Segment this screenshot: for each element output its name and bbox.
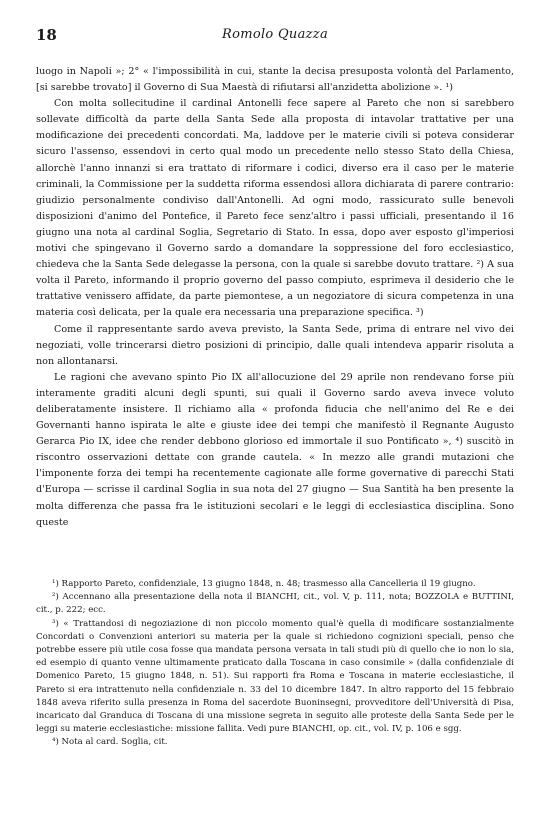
- paragraph: luogo in Napoli »; 2° « l'impossibilità in cui, stante la decisa presuposta volontà del Parlamento, [si sarebbe trovato] il Governo di Sua Maestà di rifiutarsi all'anzidetta abolizione ». ¹): [36, 66, 514, 94]
- page-header: [36, 26, 514, 44]
- footnote: ⁴) Nota al card. Soglia, cit.: [52, 737, 168, 748]
- paragraph: Le ragioni che avevano spinto Pio IX all'allocuzione del 29 aprile non rendevano forse più interamente graditi alcuni degli spunti, sui quali il Governo sardo aveva invece voluto deliberatamente insistere. Il richiamo alla « profonda fiducia che nell'animo del Re e dei Governanti hanno ispirata le alte e giuste idee dei tempi che manifestò il Regnante Augusto Gerarca Pio IX, idee che render debbono glorioso ed immortale il suo Pontificato », ⁴) suscitò in riscontro osservazioni dettate con grande cautela. « In mezzo alle grandi mutazioni che l'imponente forza dei tempi ha recentemente cagionate alle forme governative di parecchi Stati d'Europa — scrisse il cardinal Soglia in sua nota del 27 giugno — Sua Santità ha ben presente la molta differenza che passa fra le istituzioni secolari e le leggi di ecclesiastica disciplina. Sono queste: [36, 371, 514, 528]
- running-head: Romolo Quazza: [221, 27, 328, 42]
- footnote: ³) « Trattandosi di negoziazione di non piccolo momento qual'è quella di modificare sostanzialmente Concordati o Convenzioni anteriori su materia per la quale si richiedono cognizioni speciali, penso che potrebbe essere più utile cosa fosse qua mandata persona versata in tali studi più di quello che io non lo sia, ed esempio di quanto venne ultimamente praticato dalla Toscana in caso consimile » (dalla confidenziale di Domenico Pareto, 15 giugno 1848, n. 51). Sui rapporti fra Roma e Toscana in materie ecclesiastiche, il Pareto si era intrattenuto nella confidenziale n. 33 del 10 dicembre 1847. In altro rapporto del 15 febbraio 1848 aveva riferito sulla presenza in Roma del sacerdote Buoninsegni, provveditore dell'Università di Pisa, incaricato dal Granduca di Toscana di una missione segreta in seguito alle proteste della Santa Sede per le leggi su materie ecclesiastiche: missione fallita. Vedi pure BIANCHI, op. cit., vol. IV, p. 106 e sgg.: [36, 618, 514, 735]
- paragraph: Come il rappresentante sardo aveva previsto, la Santa Sede, prima di entrare nel vivo dei negoziati, volle trincerarsi dietro posizioni di principio, dalle quali intendeva apparir risoluta a non allontanarsi.: [36, 323, 514, 367]
- paragraph: Con molta sollecitudine il cardinal Antonelli fece sapere al Pareto che non si sarebbero sollevate difficoltà da parte della Santa Sede alla proposta di intavolar trattative per una modificazione dei precedenti concordati. Ma, laddove per le materie civili si poteva considerar sicuro l'assenso, essendovi in certo qual modo un precedente nello stesso Stato della Chiesa, allorchè l'anno innanzi si era trattato di riformare i codici, diverso era il caso per le materie criminali, la Commissione per la suddetta riforma essendosi allora dichiarata di parere contrario: giudizio personalmente condiviso dall'Antonelli. Ad ogni modo, rassicurato sulle benevoli disposizioni d'animo del Pontefice, il Pareto fece senz'altro i passi ufficiali, presentando il 16 giugno una nota al cardinal Soglia, Segretario di Stato. In essa, dopo aver esposto gl'imperiosi motivi che spingevano il Governo sardo a domandare la soppressione del foro ecclesiastico, chiedeva che la Santa Sede delegasse la persona, con la quale si sarebbe dovuto trattare. ²) A sua volta il Pareto, informando il proprio governo del passo compiuto, esprimeva il desiderio che le trattative venissero affidate, da parte piemontese, a un negoziatore di sicura competenza in una materia così delicata, per la quale era necessaria una preparazione specifica. ³): [36, 98, 514, 319]
- footnote: ¹) Rapporto Pareto, confidenziale, 13 giugno 1848, n. 48; trasmesso alla Cancelleria il 19 giugno.: [52, 579, 476, 589]
- page-number: 18: [36, 26, 57, 44]
- footnotes: [36, 578, 514, 750]
- footnote: ²) Accennano alla presentazione della nota il BIANCHI, cit., vol. V, p. 111, nota; BOZZOLA e BUTTINI, cit., p. 222; ecc.: [36, 592, 514, 616]
- body-text: [36, 64, 514, 531]
